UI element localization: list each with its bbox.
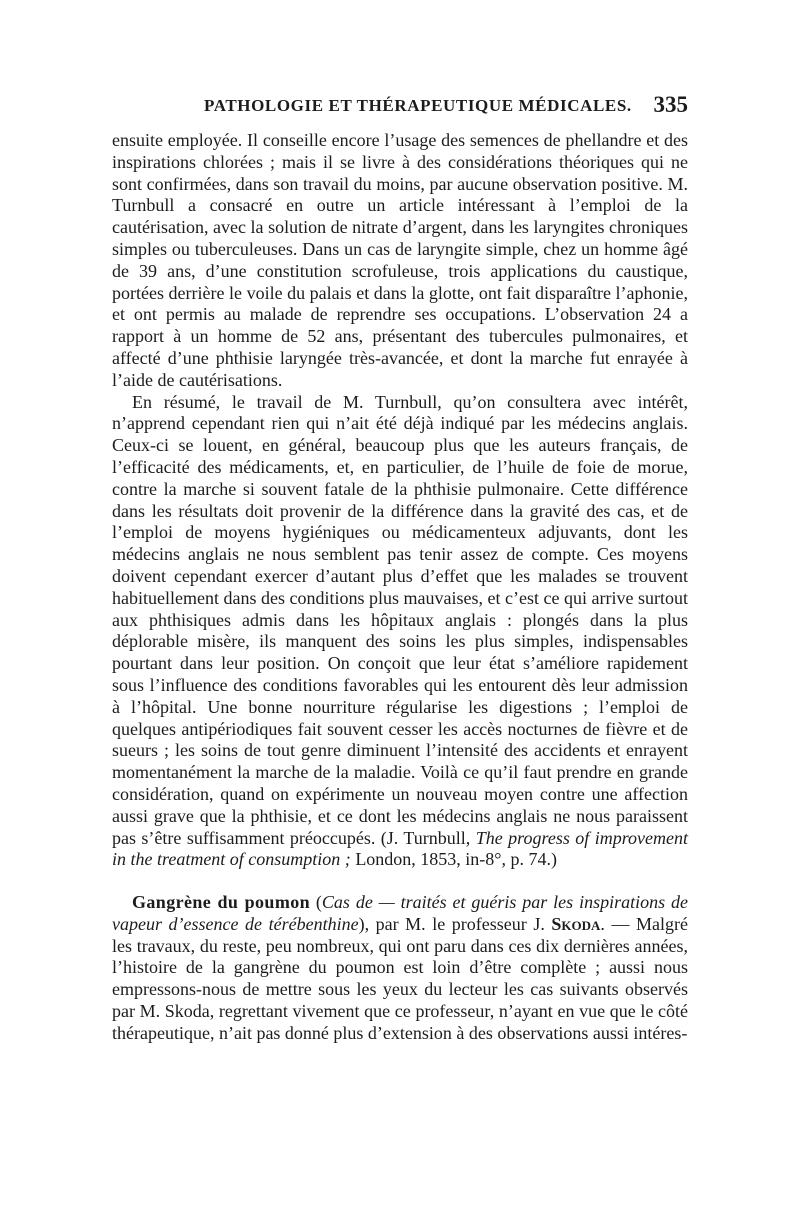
page-number: 335 xyxy=(653,92,688,117)
body-text xyxy=(112,130,688,1045)
section-subtitle: Cas de — traités et guéris par les inspirations de vapeur d’essence de térébenthine xyxy=(112,892,688,934)
section-heading: Gangrène du poumon xyxy=(132,892,311,913)
paragraph-text: En résumé, le travail de M. Turnbull, qu’on consultera avec intérêt, n’apprend cependant rien qui n’ait été déjà indiqué par les médecins anglais. Ceux-ci se louent, en général, beaucoup plus que les auteurs français, de l’efficacité des médicaments, et, en particulier, de l’huile de foie de morue, contre la marche si souvent fatale de la phthisie pulmonaire. Cette différence dans les résultats doit provenir de la différence dans la gravité des cas, et de l’emploi de moyens hygiéniques ou médicamenteux adjuvants, dont les médecins anglais ne nous semblent pas tenir assez de compte. Ces moyens doivent cependant exercer d’autant plus d’effet que les malades se trouvent habituellement dans des conditions plus mauvaises, et c’est ce qui arrive surtout aux phthisiques admis dans les hôpitaux anglais : plongés dans la plus déplorable misère, ils manquent des soins les plus simples, indispensables pourtant dans leur position. On conçoit que leur état s’améliore rapidement sous l’influence des conditions favorables qui les entourent dès leur admission à l’hôpital. Une bonne nourriture régularise les digestions ; l’emploi de quelques antipériodiques fait souvent cesser les accès nocturnes de fièvre et de sueurs ; les soins de tout genre diminuent l’intensité des accidents et enrayent momentanément la marche de la maladie. Voilà ce qu’il faut prendre en grande considération, quand on expérimente un nouveau moyen contre une affection aussi grave que la phthisie, et ce dont les médecins anglais ne nous paraissent pas s’être suffisamment préoccupés. (J. Turnbull, xyxy=(112,391,688,848)
paragraph-gangrene xyxy=(112,892,688,1045)
author-name: Skoda xyxy=(551,913,601,934)
book-title-citation: The progress of improvement in the treatment of consumption ; xyxy=(112,827,688,870)
paragraph-continuation xyxy=(112,130,688,392)
citation-details: London, 1853, in-8°, p. 74.) xyxy=(350,849,557,870)
paragraph-text: . — Malgré les travaux, du reste, peu nombreux, qui ont paru dans ces dix dernières années, l’histoire de la gangrène du poumon est loin d’être complète ; aussi nous empressons-nous de mettre sous les yeux du lecteur les cas suivants observés par M. Skoda, regrettant vivement que ce professeur, n’ayant en vue que le côté thérapeutique, n’ait pas donné plus d’extension à des observations aussi intéres- xyxy=(112,913,689,1043)
author-intro: ), par M. le professeur J. xyxy=(358,913,552,934)
running-head-title: PATHOLOGIE ET THÉRAPEUTIQUE MÉDICALES. xyxy=(204,96,632,115)
paragraph-summary xyxy=(112,392,688,872)
running-head xyxy=(112,92,688,122)
heading-paren-open: ( xyxy=(310,892,322,913)
paragraph-text: ensuite employée. Il conseille encore l’usage des semences de phellandre et des inspirations chlorées ; mais il se livre à des considérations théoriques qui ne sont confirmées, dans son travail du moins, par aucune observation positive. M. Turnbull a consacré en outre un article intéressant à l’emploi de la cautérisation, avec la solution de nitrate d’argent, dans les laryngites chroniques simples ou tuberculeuses. Dans un cas de laryngite simple, chez un homme âgé de 39 ans, d’une constitution scrofuleuse, trois applications du caustique, portées derrière le voile du palais et dans la glotte, ont fait disparaître l’aphonie, et ont permis au malade de reprendre ses occupations. L’observation 24 a rapport à un homme de 52 ans, présentant des tubercules pulmonaires, et affecté d’une phthisie laryngée très-avancée, et dont la marche fut enrayée à l’aide de cautérisations. xyxy=(112,130,688,390)
